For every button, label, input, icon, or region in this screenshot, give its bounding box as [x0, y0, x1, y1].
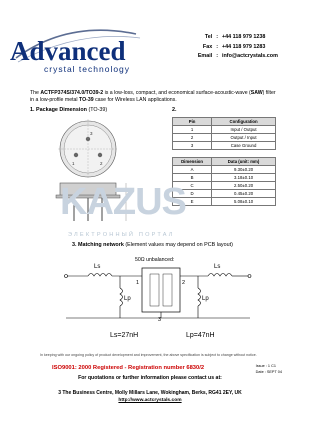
- part-number: ACTFP374S/374.0/TO39-2: [40, 90, 104, 96]
- email-link[interactable]: info@actcrystals.com: [222, 53, 278, 59]
- table-row: D 0.45±0.20: [173, 190, 276, 198]
- section-matching-network: 3. Matching network (Element values may depend on PCB layout): [72, 242, 233, 248]
- section-package-dimension: 1. Package Dimension (TO-39): [30, 107, 108, 113]
- table-row: 3 Case Ground: [173, 142, 276, 150]
- footer-contact-line: For quotations or further information please contact us at:: [78, 375, 222, 381]
- tel-row: Tel : +44 118 979 1238: [192, 33, 284, 43]
- network-title: 50Ω unbalanced:: [135, 257, 175, 263]
- svg-text:Lp: Lp: [124, 296, 131, 302]
- table-row: B 3.18±0.10: [173, 174, 276, 182]
- matching-network-schematic: [58, 252, 258, 347]
- table-row: 2 Output / Input: [173, 134, 276, 142]
- intro-paragraph: The ACTFP374S/374.0/TO39-2 is a low-loss, compact, and economical surface-acoustic-wave (SAW) filter in a low-profile metal TO-39 case for Wireless LAN applications.: [30, 90, 276, 103]
- tel-value: +44 118 979 1238: [222, 34, 266, 40]
- email-row: Email : info@actcrystals.com: [192, 52, 284, 62]
- iso-registration: ISO9001: 2000 Registered - Registration number 6830/2: [52, 365, 205, 371]
- svg-text:2: 2: [100, 161, 103, 166]
- dimension-table: [172, 157, 276, 206]
- svg-text:Ls: Ls: [94, 264, 101, 270]
- pin-header: Pin: [173, 118, 212, 126]
- svg-text:3: 3: [90, 131, 93, 136]
- watermark-text: ЭЛЕКТРОННЫЙ ПОРТАЛ: [68, 232, 175, 238]
- logo-text: Advanced: [10, 36, 126, 66]
- svg-text:1: 1: [72, 161, 75, 166]
- svg-text:2: 2: [182, 280, 186, 286]
- svg-text:Ls: Ls: [214, 264, 221, 270]
- table-row: C 2.50±0.20: [173, 182, 276, 190]
- table-row: 1 Input / Output: [173, 126, 276, 134]
- logo-subtitle: crystal technology: [44, 64, 131, 74]
- fax-row: Fax : +44 118 979 1283: [192, 43, 284, 53]
- fax-value: +44 118 979 1283: [222, 43, 266, 50]
- fax-label: Fax: [202, 43, 213, 50]
- pin-config-table: [172, 117, 276, 150]
- dimension-header: Dimension: [173, 158, 212, 166]
- disclaimer-note: In keeping with our ongoing policy of product development and improvement, the above specification is subject to change without notice.: [40, 353, 257, 357]
- footer-address: 3 The Business Centre, Molly Millars Lane, Wokingham, Berks, RG41 2EY, UK: [58, 390, 242, 396]
- contact-block: [192, 33, 284, 62]
- data-header: Data (unit: mm): [212, 158, 276, 166]
- tel-label: Tel: [204, 34, 213, 40]
- config-header: Configuration: [212, 118, 276, 126]
- svg-text:Lp: Lp: [202, 296, 209, 302]
- svg-text:1: 1: [136, 280, 140, 286]
- email-label: Email: [197, 53, 213, 59]
- lp-value: Lp=47nH: [186, 332, 215, 339]
- ls-value: Ls=27nH: [110, 332, 139, 339]
- table-row: A 9.30±0.20: [173, 166, 276, 174]
- footer-website[interactable]: http://www.actcrystals.com: [118, 398, 182, 403]
- section-pin-config: 2.: [172, 107, 177, 113]
- issue-info: Issue : 1 C1 Date : SEPT 04: [255, 364, 282, 374]
- watermark-large: KAZUS: [60, 181, 186, 223]
- table-row: E 5.08±0.10: [173, 198, 276, 206]
- svg-text:3: 3: [158, 317, 162, 323]
- company-logo: [8, 28, 158, 80]
